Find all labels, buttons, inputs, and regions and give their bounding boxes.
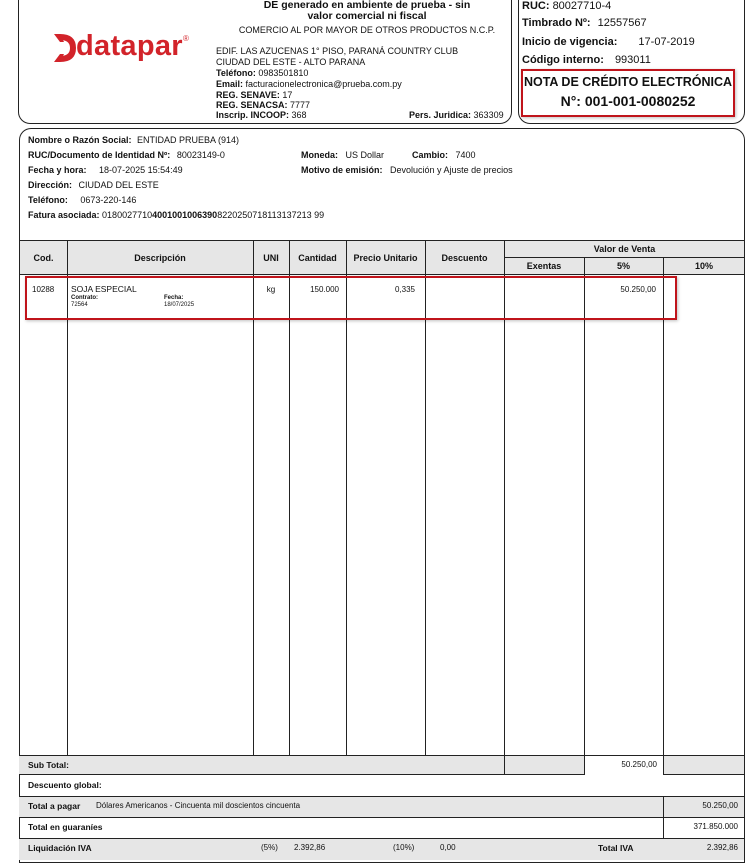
total-pay-words: Dólares Americanos - Cincuenta mil doscientos cincuenta [96,801,301,810]
client-phone-value: 0673-220-146 [80,195,137,205]
total-pay-row [19,797,744,818]
header-phone [216,68,308,78]
header-senacsa [216,100,310,110]
business-activity: COMERCIO AL POR MAYOR DE OTROS PRODUCTOS N.C.P. [238,25,496,35]
company-ruc [522,0,611,12]
col-header-cod: Cod. [33,253,54,263]
subtotal-label: Sub Total: [28,760,69,770]
client-address-value: CIUDAD DEL ESTE [78,180,159,190]
col-line-7 [584,257,585,775]
client-name-label: Nombre o Razón Social: [28,135,132,145]
item-contract-label: Contrato: [71,295,98,301]
pj-label: Pers. Juridica: [409,110,472,120]
senacsa-value: 7777 [290,100,311,110]
client-ruc [28,150,225,160]
header-email [216,79,402,89]
logo-icon [52,32,78,64]
col-header-qty: Cantidad [298,253,337,263]
doc-type-title: NOTA DE CRÉDITO ELECTRÓNICA [523,75,733,89]
test-notice-line2: valor comercial ni fiscal [307,10,427,22]
iva-label: Liquidación IVA [28,843,92,853]
header-email-label: Email: [216,79,244,89]
senave-label: REG. SENAVE: [216,90,280,100]
col-line-8 [663,257,664,775]
item-date: 18/07/2025 [164,302,195,308]
total-iva-label: Total IVA [598,843,634,853]
codigo-value: 993011 [614,54,651,66]
item-five: 50.250,00 [620,285,656,294]
vigencia-label: Inicio de vigencia: [522,36,618,48]
iva10-label: (10%) [393,843,415,852]
total-pay-value: 50.250,00 [702,801,738,810]
client-address [28,180,159,190]
col-header-discount: Descuento [441,253,488,263]
total-guarani-row [19,818,744,839]
client-ruc-label: RUC/Documento de Identidad Nº: [28,150,171,160]
iva5-value: 2.392,86 [294,843,326,852]
header-phone-value: 0983501810 [258,68,309,78]
company-ruc-value: 80027710-4 [552,0,612,12]
global-discount-label: Descuento global: [28,780,102,790]
subtotal-value: 50.250,00 [621,760,657,769]
col-header-desc: Descripción [134,253,186,263]
iva-row [19,839,744,860]
client-invoice-post: 8220250718113137213 99 [217,210,325,220]
header-phone-label: Teléfono: [216,68,256,78]
subtotal-line-a [504,755,505,775]
total-guarani-value: 371.850.000 [693,822,738,831]
item-row-highlight [25,276,677,320]
company-timbrado [522,17,647,29]
header-email-value: facturacionelectronica@prueba.com.py [245,79,402,89]
col-header-exentas: Exentas [526,261,562,271]
item-cod: 10288 [32,285,55,294]
client-invoice [28,210,324,220]
timbrado-label: Timbrado Nº: [522,17,591,29]
address-line2: CIUDAD DEL ESTE - ALTO PARANA [216,57,366,67]
company-ruc-label: RUC: [522,0,550,12]
total-guarani-label: Total en guaraníes [28,822,103,832]
address-line1: EDIF. LAS AZUCENAS 1° PISO, PARANÁ COUNTRY CLUB [216,46,459,56]
col-header-ten: 10% [694,261,713,271]
global-discount-row [19,776,744,797]
reason-value: Devolución y Ajuste de precios [390,165,513,175]
vigencia-value: 17-07-2019 [638,36,695,48]
client-name [28,135,239,145]
header-incoop [216,110,307,120]
item-desc: SOJA ESPECIAL [71,284,137,294]
item-price: 0,335 [394,285,415,294]
client-name-value: ENTIDAD PRUEBA (914) [137,135,240,145]
client-invoice-bold: 4001001006390 [152,210,218,220]
total-iva-value: 2.392,86 [706,843,738,852]
incoop-label: Inscrip. INCOOP: [216,110,290,120]
client-date [28,165,183,175]
doc-number: N°: 001-001-0080252 [560,93,696,109]
client-invoice-label: Fatura asociada: [28,210,100,220]
client-currency [301,150,384,160]
logo-text: datapar [76,30,183,62]
subtotal-line-c [663,755,664,775]
codigo-label: Código interno: [522,54,604,66]
logo-registered-mark: ® [183,34,189,43]
incoop-value: 368 [291,110,307,120]
timbrado-value: 12557567 [597,17,647,29]
reason-label: Motivo de emisión: [301,165,383,175]
col-line-6 [504,241,505,775]
client-reason [301,165,513,175]
client-address-label: Dirección: [28,180,73,190]
item-qty: 150.000 [310,285,339,294]
company-codigo [522,54,651,66]
col-header-sale-value: Valor de Venta [593,244,656,254]
client-date-value: 18-07-2025 15:54:49 [99,165,183,175]
sale-value-divider [504,257,745,258]
currency-value: US Dollar [345,150,385,160]
pj-value: 363309 [473,110,504,120]
client-date-label: Fecha y hora: [28,165,87,175]
rate-label: Cambio: [412,150,448,160]
senacsa-label: REG. SENACSA: [216,100,288,110]
client-invoice-pre: 0180027710 [102,210,153,220]
item-uni: kg [266,285,276,294]
header-pers-juridica [409,110,504,120]
senave-value: 17 [282,90,293,100]
client-rate [412,150,476,160]
item-date-label: Fecha: [164,295,184,301]
test-notice-line1: DE generado en ambiente de prueba - sin [263,0,471,11]
col-header-price: Precio Unitario [353,253,418,263]
total-pay-label: Total a pagar [28,801,81,811]
currency-label: Moneda: [301,150,338,160]
col-header-uni: UNI [263,253,279,263]
header-senave [216,90,292,100]
subtotal-line-b [584,755,585,775]
datapar-logo [52,30,192,66]
iva5-label: (5%) [261,843,278,852]
client-phone [28,195,136,205]
iva10-value: 0,00 [440,843,456,852]
company-vigencia [522,36,695,48]
table-header-bottom [19,274,745,275]
client-ruc-value: 80023149-0 [176,150,225,160]
client-phone-label: Teléfono: [28,195,68,205]
rate-value: 7400 [455,150,476,160]
col-header-five: 5% [616,261,630,271]
item-contract: 72564 [71,302,88,308]
